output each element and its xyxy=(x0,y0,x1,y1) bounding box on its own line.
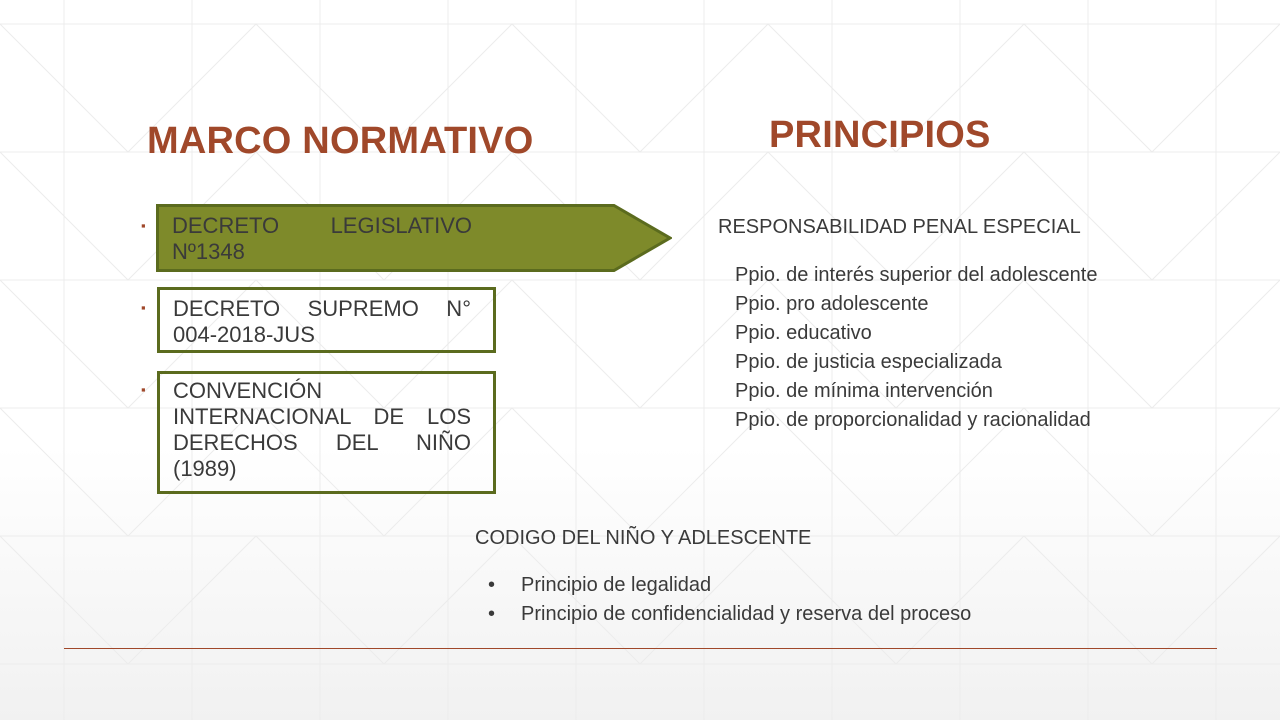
bullet-icon: • xyxy=(488,603,496,625)
codigo-label: CODIGO DEL NIÑO Y ADLESCENTE xyxy=(475,527,812,549)
decreto-legislativo-arrow-box xyxy=(156,204,672,272)
list-item: Ppio. educativo xyxy=(735,322,872,344)
list-item-label: Principio de legalidad xyxy=(521,574,712,596)
list-item: Ppio. pro adolescente xyxy=(735,293,929,315)
convencion-box xyxy=(157,371,496,494)
bottom-divider xyxy=(64,648,1217,649)
codigo-principles-list xyxy=(488,571,971,629)
bullet-icon: • xyxy=(488,574,496,596)
decreto-supremo-label: DECRETO SUPREMO N° 004-2018-JUS xyxy=(173,296,471,347)
convencion-label: CONVENCIÓN INTERNACIONAL DE LOS DERECHOS DEL NIÑO (1989) xyxy=(173,378,471,481)
responsabilidad-penal-label: RESPONSABILIDAD PENAL ESPECIAL xyxy=(718,216,1081,238)
list-item: Ppio. de justicia especializada xyxy=(735,351,1002,373)
square-bullet-icon: ▪ xyxy=(141,300,146,315)
decreto-legislativo-label: DECRETO LEGISLATIVO Nº1348 xyxy=(172,213,472,264)
square-bullet-icon: ▪ xyxy=(141,218,146,233)
list-item-label: Principio de confidencialidad y reserva del proceso xyxy=(521,603,972,625)
principios-title: PRINCIPIOS xyxy=(769,114,991,156)
list-item xyxy=(488,600,971,629)
marco-normativo-title: MARCO NORMATIVO xyxy=(147,120,534,162)
square-bullet-icon: ▪ xyxy=(141,382,146,397)
decreto-supremo-box xyxy=(157,287,496,353)
list-item: Ppio. de mínima intervención xyxy=(735,380,993,402)
list-item: Ppio. de interés superior del adolescente xyxy=(735,264,1098,286)
principles-list xyxy=(735,261,1097,435)
list-item: Ppio. de proporcionalidad y racionalidad xyxy=(735,409,1091,431)
list-item xyxy=(488,571,971,600)
